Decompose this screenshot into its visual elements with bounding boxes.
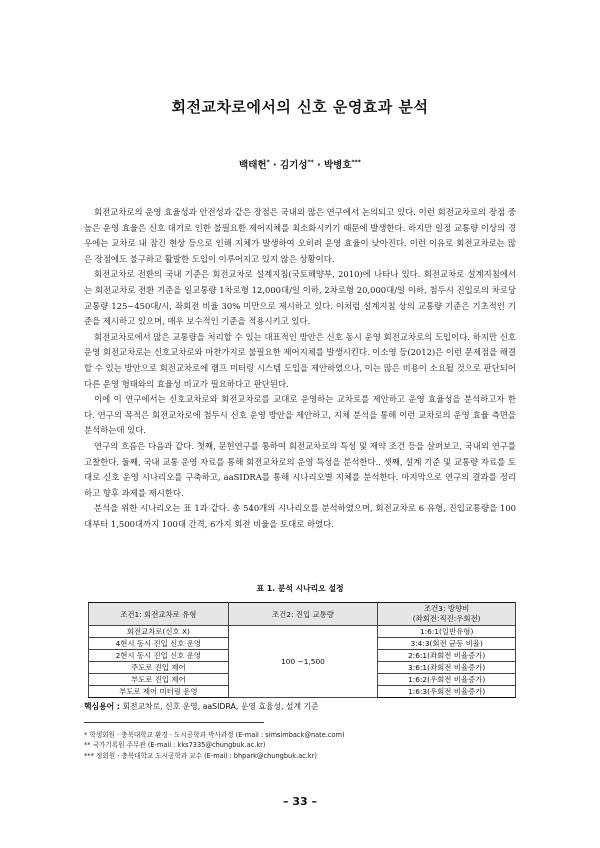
cell-type: 4현시 동시 진입 신호 운영 xyxy=(89,638,229,650)
cell-type: 2현시 동시 진입 신호 운영 xyxy=(89,650,229,662)
header-condition-3-line2: (좌회전:직진:우회전) xyxy=(412,614,481,623)
keywords-text: 회전교차로, 신호 운영, aaSIDRA, 운영 효율성, 설계 기준 xyxy=(122,702,319,711)
paragraph: 분석을 위한 시나리오는 표 1과 같다. 총 540개의 시나리오를 분석하였으며, 회전교차로 6 유형, 진입교통량을 100대부터 1,500대까지 100대 간격, 6가지 회전 비율을 토대로 하였다. xyxy=(84,503,516,529)
header-condition-1: 조건1: 회전교차로 유형 xyxy=(89,603,229,626)
table-caption: 표 1. 분석 시나리오 설정 xyxy=(256,584,344,593)
cell-type: 부도로 제어 미터링 운영 xyxy=(89,686,229,698)
cell-ratio: 1:6:1(일반유형) xyxy=(378,626,516,638)
author-2-mark: ** xyxy=(307,158,314,166)
author-line xyxy=(0,157,600,171)
scenario-table xyxy=(88,602,516,698)
author-2: 김기성 xyxy=(279,160,308,171)
paragraph: 연구의 흐름은 다음과 같다. 첫째, 문헌연구를 통하여 회전교차로의 특성 및 제약 조건 등을 살펴보고, 국내외 연구를 고찰한다. 둘째, 국내 교통 운영 자료를 통해 회전교차로의 운영 특성을 분석한다.. 셋째, 설계 기준 및 교통량 자료를 토대로 신호 운영 시나리오를 구축하고, aaSIDRA를 통해 시나리오별 지체를 분석한다. 마지막으로 연구의 결과를 정리하고 향후 과제를 제시한다. xyxy=(84,440,516,498)
page-number: – 33 – xyxy=(283,795,317,808)
table-header-row xyxy=(89,603,516,626)
table-row xyxy=(89,626,516,638)
footnote-divider xyxy=(84,722,264,723)
keywords-label: 핵심용어 : xyxy=(84,702,120,711)
footnote: * 학생회원 · 충북대학교 환경 · 도시공학과 박사과정 (E-mail : simsimback@nate.com) xyxy=(84,731,345,739)
author-1-mark: * xyxy=(266,158,270,166)
author-1: 백태헌 xyxy=(239,160,267,171)
cell-ratio: 3:6:1(좌회전 비율증가) xyxy=(378,662,516,674)
footnote: *** 정회원 · 충북대학교 도시공학과 교수 (E-mail : bhpark@chungbuk.ac.kr) xyxy=(84,751,317,760)
keywords xyxy=(84,701,516,712)
paragraph: 회전교차로 전환의 국내 기준은 회전교차로 설계지침(국토해양부, 2010)에 나타나 있다. 회전교차로 설계지침에서는 회전교차로 전환 기준을 일교통량 1차로형 12,000대/일 이하, 2차로형 20,000대/일 이하, 첨두시 진입로의 차로당 교통량 125~450대/시, 좌회전 비율 30% 미만으로 제시하고 있다. 이처럼 설계지침 상의 교통량 기준은 기초적인 기준을 제시하고 있으며, 매우 보수적인 기준을 적용시키고 있다. xyxy=(84,269,516,327)
footnotes xyxy=(84,730,524,761)
author-3: 박병호 xyxy=(324,160,352,171)
cell-ratio: 3:4:3(회전 균등 비율) xyxy=(378,638,516,650)
cell-type: 주도로 진입 제어 xyxy=(89,662,229,674)
cell-type: 부도로 진입 제어 xyxy=(89,674,229,686)
cell-ratio: 2:6:1(좌회전 비율증가) xyxy=(378,650,516,662)
header-condition-3-line1: 조건3: 방향비 xyxy=(424,604,470,613)
cell-type: 회전교차로(신호 X) xyxy=(89,626,229,638)
cell-ratio: 1:6:3(우회전 비율증가) xyxy=(378,686,516,698)
footnote: ** 국가기록원 주무관 (E-mail : kks7335@chungbuk.ac.kr) xyxy=(84,741,266,750)
paragraph: 회전교차로에서 많은 교통량을 처리할 수 있는 대표적인 방안은 신호 동시 운영 회전교차로의 도입이다. 하지만 신호 운영 회전교차로는 신호교차로와 마찬가지로 불필요한 제어지체를 발생시킨다. 이소영 등(2012)은 이런 문제점을 해결할 수 있는 방안으로 회전교차로에 램프 미터링 시스템 도입을 제안하였으나, 이는 많은 비용이 소요될 것으로 판단되어 다른 운영 형태와의 효율성 비교가 필요하다고 판단된다. xyxy=(84,331,516,389)
paper-title: 회전교차로에서의 신호 운영효과 분석 xyxy=(171,98,429,116)
cell-ratio: 1:6:2(우회전 비율증가) xyxy=(378,674,516,686)
author-separator: · xyxy=(313,160,324,171)
author-3-mark: *** xyxy=(351,158,361,166)
header-condition-3 xyxy=(378,603,516,626)
cell-volume: 100 ~1,500 xyxy=(228,626,378,698)
body-text xyxy=(84,205,516,532)
paragraph: 회전교차로의 운영 효율성과 안전성과 같은 장점은 국내외 많은 연구에서 논의되고 있다. 이런 회전교차로의 장점 중 높은 운영 효율은 신호 대기로 인한 불필요한 제어지체를 최소화시키기 때문에 발생한다. 하지만 일정 교통량 이상의 경우에는 교차로 내 잠긴 현상 등으로 인해 지체가 발생하여 오히려 운영 효율이 낮아진다. 이런 이유로 회전교차로는 많은 장점에도 불구하고 활발한 도입이 이루어지고 있지 않은 상황이다. xyxy=(84,207,516,264)
author-separator: · xyxy=(269,160,280,171)
header-condition-2: 조건2: 진입 교통량 xyxy=(228,603,378,626)
paragraph: 이에 이 연구에서는 신호교차로와 회전교차로를 교대로 운영하는 교차로를 제안하고 운영 효율성을 분석하고자 한다. 연구의 목적은 회전교차로에 첨두시 신호 운영 방안을 제안하고, 지체 분석을 통해 이런 교차로의 운영 효율 측면을 분석하는데 있다. xyxy=(84,394,516,436)
